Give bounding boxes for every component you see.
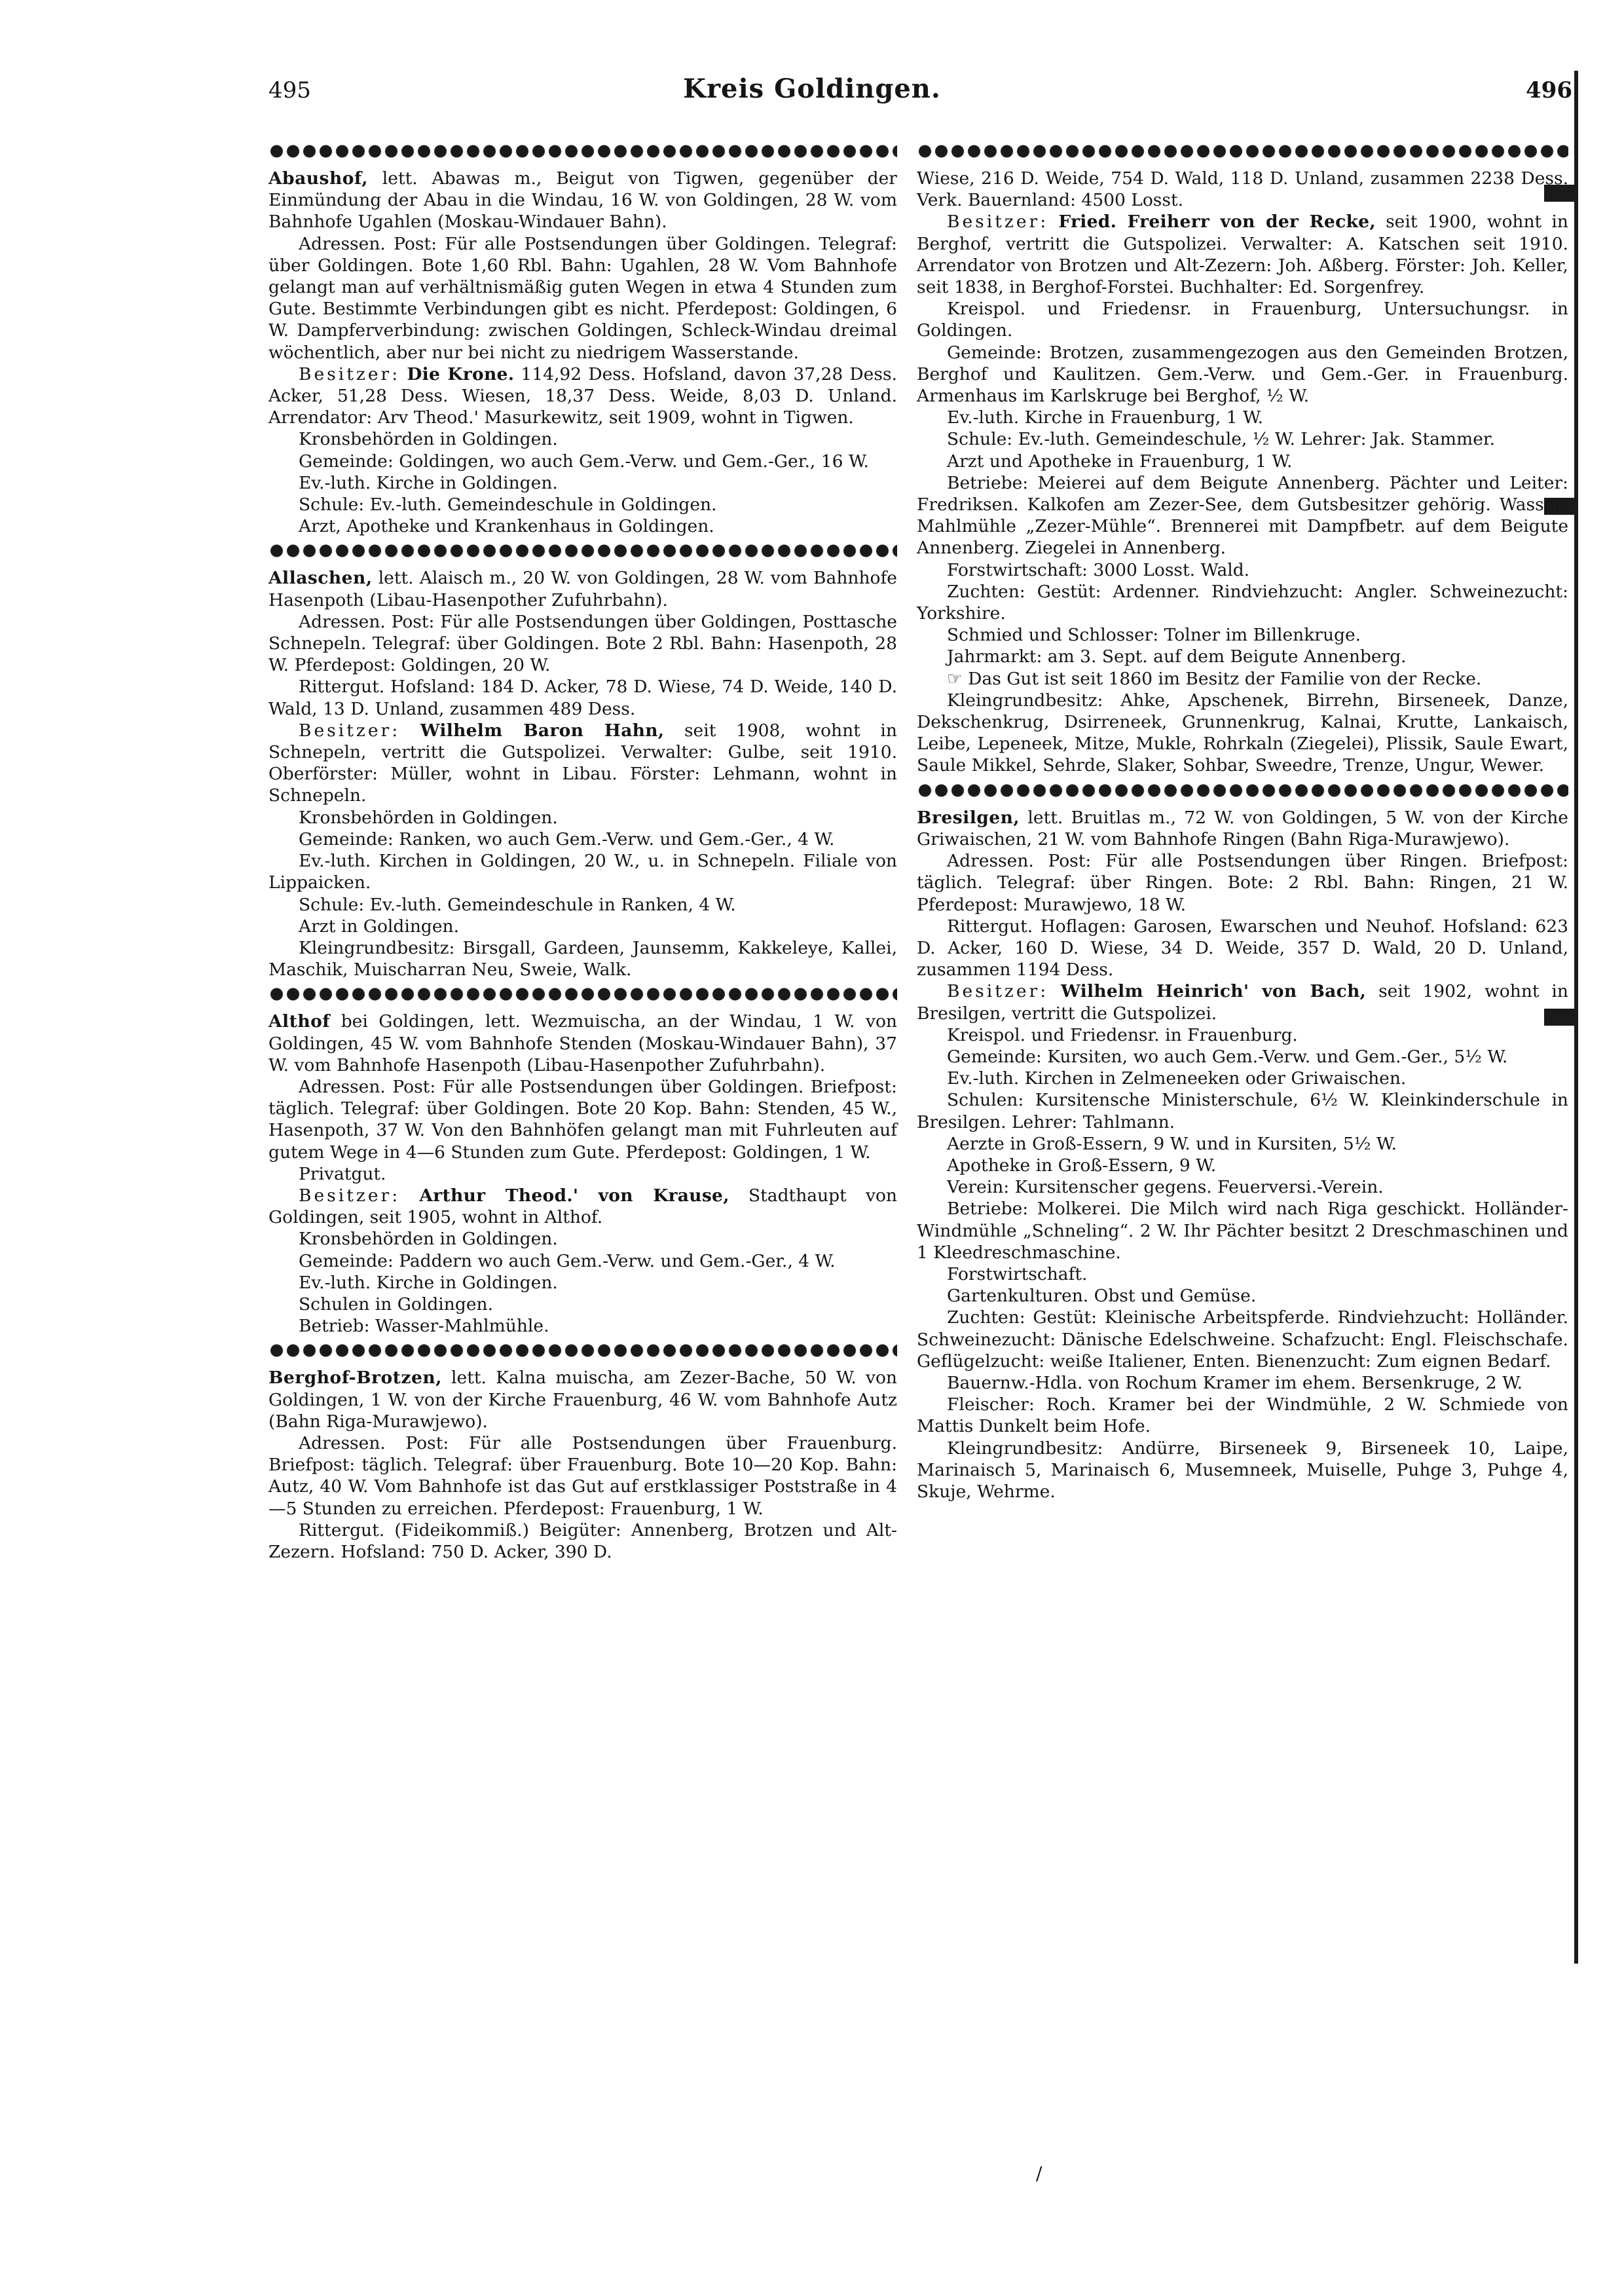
entry-line: Gemeinde: Goldingen, wo auch Gem.-Verw. und Gem.-Ger., 16 W.	[299, 451, 869, 472]
owner-name: Wilhelm Heinrich' von Bach,	[1061, 981, 1367, 1002]
ornament-divider	[917, 781, 1568, 800]
entry-line: Ev.-luth. Kirche in Goldingen.	[299, 1272, 558, 1293]
entry-intro: lett. Bruitlas m., 72 W. von Goldingen, 5 W. von der Kirche Griwaischen, 21 W. vom Bahnhofe Ringen (Bahn Riga-Murawjewo).	[917, 807, 1568, 849]
entry-berghof-brotzen	[268, 1367, 897, 1563]
entry-name: Althof	[268, 1011, 331, 1032]
entry-intro: lett. Kalna muischa, am Zezer-Bache, 50 W. von Goldingen, 1 W. von der Kirche Frauenburg, 46 W. vom Bahnhofe Autz (Bahn Riga-Murawjewo).	[268, 1368, 897, 1432]
entry-adressen: Adressen. Post: Für alle Postsendungen über Frauenburg. Briefpost: täglich. Telegraf: über Frauenburg. Bote 10—20 Kop. Bahn: Autz, 40 W. Vom Bahnhofe ist das Gut auf erstklassiger Poststraße in 4—5 Stunden zu erreichen. Pferdepost: Frauenburg, 1 W.	[268, 1432, 897, 1519]
entry-line: Betriebe: Meierei auf dem Beigute Annenberg. Pächter und Leiter: Fredriksen. Kalkofen am Zezer-See, dem Gutsbesitzer gehörig. Wasser-Mahlmühle „Zezer-Mühle“. Brennerei mit Dampfbetr. auf dem Beigute Annenberg. Ziegelei in Annenberg.	[917, 472, 1568, 559]
entry-allaschen	[268, 567, 897, 980]
entry-line: Gemeinde: Brotzen, zusammengezogen aus den Gemeinden Brotzen, Berghof und Kaulitzen. Gem.-Verw. und Gem.-Ger. in Frauenburg. Armenhaus im Karlskruge bei Berghof, ½ W.	[917, 342, 1568, 407]
entry-althof	[268, 1011, 897, 1337]
entry-adressen: Adressen. Post: Für alle Postsendungen über Ringen. Briefpost: täglich. Telegraf: über Ringen. Bote: 2 Rbl. Bahn: Ringen, 21 W. Pferdepost: Murawjewo, 18 W.	[917, 851, 1568, 915]
entry-line: Wiese, 216 D. Weide, 754 D. Wald, 118 D. Unland, zusammen 2238 Dess. Verk. Bauernland: 4500 Losst.	[917, 168, 1568, 211]
entry-line: Forstwirtschaft: 3000 Losst. Wald.	[947, 559, 1250, 580]
page-number-right: 496	[1526, 77, 1572, 103]
owner-name: Wilhelm Baron Hahn,	[420, 720, 665, 741]
entry-adressen: Adressen. Post: Für alle Postsendungen über Goldingen. Telegraf: über Goldingen. Bote 1,60 Rbl. Bahn: Ugahlen, 28 W. Vom Bahnhofe gelangt man auf verhältnismäßig guten Wegen in etwa 4 Stunden zum Gute. Bestimmte Verbindungen gibt es nicht. Pferdepost: Goldingen, 6 W. Dampferverbindung: zwischen Goldingen, Schleck-Windau dreimal wöchentlich, aber nur bei nicht zu niedrigem Wasserstande.	[268, 233, 897, 363]
entry-line: Kleingrundbesitz: Ahke, Apschenek, Birrehn, Birseneek, Danze, Dekschenkrug, Dsirreneek, Grunnenkrug, Kalnai, Krutte, Lankaisch, Leibe, Lepeneek, Mitze, Mukle, Rohrkaln (Ziegelei), Plissik, Saule Ewart, Saule Mikkel, Sehrde, Slaker, Sohbar, Sweedre, Trenze, Ungur, Wewer.	[917, 690, 1568, 776]
entry-abaushof	[268, 168, 897, 537]
owner-details: seit 1908, wohnt in Schnepeln, vertritt die Gutspolizei. Verwalter: Gulbe, seit 1910. Oberförster: Müller, wohnt in Libau. Förster: Lehmann, wohnt in Schnepeln.	[268, 720, 897, 806]
owner-details: Stadthaupt von Goldingen, seit 1905, wohnt in Althof.	[268, 1185, 897, 1228]
entry-line: Fleischer: Roch. Kramer bei der Windmühle, 2 W. Schmiede von Mattis Dunkelt beim Hofe.	[917, 1394, 1568, 1437]
owner-name: Fried. Freiherr von der Recke,	[1058, 212, 1376, 233]
entry-line: Rittergut. Hofsland: 184 D. Acker, 78 D. Wiese, 74 D. Weide, 140 D. Wald, 13 D. Unland, zusammen 489 Dess.	[268, 677, 897, 719]
entry-line: Zuchten: Gestüt: Kleinische Arbeitspferde. Rindviehzucht: Holländer. Schweinezucht: Dänische Edelschweine. Schafzucht: Engl. Fleischschafe. Geflügelzucht: weiße Italiener, Enten. Bienenzucht: Zum eignen Bedarf.	[917, 1307, 1568, 1371]
left-column	[268, 139, 897, 1567]
owner-details: seit 1900, wohnt in Berghof, vertritt die Gutspolizei. Verwalter: A. Katschen seit 1910. Arrendator von Brotzen und Alt-Zezern: Joh. Aßberg. Förster: Joh. Keller, seit 1838, in Berghof-Forstei. Buchhalter: Ed. Sorgenfrey.	[917, 212, 1568, 298]
entry-name: Bresilgen,	[917, 807, 1020, 828]
entry-line: Schule: Ev.-luth. Gemeindeschule in Ranken, 4 W.	[299, 894, 736, 915]
owner-details: 114,92 Dess. Hofsland, davon 37,28 Dess. Acker, 51,28 Dess. Wiesen, 18,37 Dess. Weide, 8,03 D. Unland. Arrendator: Arv Theod.' Masurkewitz, seit 1909, wohnt in Tigwen.	[268, 364, 897, 428]
entry-line: Jahrmarkt: am 3. Sept. auf dem Beigute Annenberg.	[947, 646, 1407, 667]
entry-line: Kronsbehörden in Goldingen.	[299, 1229, 558, 1250]
ornament-divider	[268, 541, 897, 561]
entry-intro: lett. Abawas m., Beigut von Tigwen, gegenüber der Einmündung der Abau in die Windau, 16 W. von Goldingen, 28 W. vom Bahnhofe Ugahlen (Moskau-Windauer Bahn).	[268, 168, 897, 233]
owner-name: Die Krone.	[407, 364, 515, 384]
entry-line: Kronsbehörden in Goldingen.	[299, 807, 558, 828]
ornament-divider	[268, 1341, 897, 1360]
entry-line: Ev.-luth. Kirche in Frauenburg, 1 W.	[947, 407, 1264, 428]
owner-label: Besitzer:	[947, 981, 1049, 1002]
entry-intro: lett. Alaisch m., 20 W. von Goldingen, 28 W. vom Bahnhofe Hasenpoth (Libau-Hasenpother Zufuhrbahn).	[268, 568, 897, 610]
entry-line: Ev.-luth. Kirchen in Zelmeneeken oder Griwaischen.	[947, 1068, 1407, 1089]
owner-details: seit 1902, wohnt in Bresilgen, vertritt die Gutspolizei.	[917, 981, 1568, 1024]
entry-line: Gemeinde: Kursiten, wo auch Gem.-Verw. und Gem.-Ger., 5½ W.	[947, 1046, 1508, 1067]
ornament-divider	[268, 984, 897, 1004]
ornament-divider	[268, 141, 897, 161]
entry-line: Gemeinde: Ranken, wo auch Gem.-Verw. und Gem.-Ger., 4 W.	[299, 829, 835, 849]
entry-bresilgen	[917, 807, 1568, 1503]
owner-label: Besitzer:	[299, 720, 401, 741]
entry-line: Apotheke in Groß-Essern, 9 W.	[947, 1155, 1217, 1176]
entry-line: Arzt, Apotheke und Krankenhaus in Goldingen.	[299, 516, 714, 537]
entry-berghof-continued	[917, 168, 1568, 777]
entry-line: Gartenkulturen. Obst und Gemüse.	[947, 1286, 1257, 1307]
entry-line: Rittergut. (Fideikommiß.) Beigüter: Annenberg, Brotzen und Alt-Zezern. Hofsland: 750 D. Acker, 390 D.	[268, 1520, 897, 1562]
entry-line: Arzt in Goldingen.	[299, 916, 460, 937]
right-column	[917, 139, 1568, 1506]
owner-label: Besitzer:	[299, 364, 401, 384]
entry-line: Kleingrundbesitz: Andürre, Birseneek 9, Birseneek 10, Laipe, Marinaisch 5, Marinaisch 6, Musemneek, Muiselle, Puhge 3, Puhge 4, Skuje, Wehrme.	[917, 1438, 1568, 1502]
entry-line: Ev.-luth. Kirche in Goldingen.	[299, 472, 558, 493]
entry-line: Kreispol. und Friedensr. in Frauenburg.	[947, 1024, 1298, 1045]
entry-name: Berghof-Brotzen,	[268, 1368, 442, 1389]
owner-name: Arthur Theod.' von Krause,	[419, 1185, 729, 1206]
entry-line: Kronsbehörden in Goldingen.	[299, 429, 558, 450]
entry-name: Abaushof,	[268, 168, 368, 189]
entry-line: Forstwirtschaft.	[947, 1263, 1088, 1284]
entry-line: Bauernw.-Hdla. von Rochum Kramer im ehem. Bersenkruge, 2 W.	[947, 1372, 1523, 1393]
page-title: Kreis Goldingen.	[683, 73, 941, 104]
entry-line: Arzt und Apotheke in Frauenburg, 1 W.	[947, 451, 1293, 472]
entry-intro: bei Goldingen, lett. Wezmuischa, an der Windau, 1 W. von Goldingen, 45 W. vom Bahnhofe Stenden (Moskau-Windauer Bahn), 37 W. vom Bahnhofe Hasenpoth (Libau-Hasenpother Zufuhrbahn).	[268, 1011, 897, 1075]
entry-line: Aerzte in Groß-Essern, 9 W. und in Kursiten, 5½ W.	[947, 1133, 1397, 1154]
entry-adressen: Adressen. Post: Für alle Postsendungen über Goldingen, Posttasche Schnepeln. Telegraf: über Goldingen. Bote 2 Rbl. Bahn: Hasenpoth, 28 W. Pferdepost: Goldingen, 20 W.	[268, 611, 897, 676]
entry-name: Allaschen,	[268, 568, 373, 589]
entry-note: ☞ Das Gut ist seit 1860 im Besitz der Familie von der Recke.	[947, 668, 1482, 689]
entry-line: Schulen in Goldingen.	[299, 1294, 493, 1315]
entry-line: Schule: Ev.-luth. Gemeindeschule in Goldingen.	[299, 494, 717, 515]
entry-line: Verein: Kursitenscher gegens. Feuerversi.-Verein.	[947, 1177, 1384, 1198]
entry-line: Ev.-luth. Kirchen in Goldingen, 20 W., u. in Schnepeln. Filiale von Lippaicken.	[268, 851, 897, 893]
entry-adressen: Adressen. Post: Für alle Postsendungen über Goldingen. Briefpost: täglich. Telegraf: über Goldingen. Bote 20 Kop. Bahn: Stenden, 45 W., Hasenpoth, 37 W. Von den Bahnhöfen gelangt man mit Fuhrleuten auf gutem Wege in 4—6 Stunden zum Gute. Pferdepost: Goldingen, 1 W.	[268, 1076, 897, 1163]
entry-line: Zuchten: Gestüt: Ardenner. Rindviehzucht: Angler. Schweinezucht: Yorkshire.	[917, 581, 1568, 624]
owner-label: Besitzer:	[299, 1185, 401, 1206]
page-number-left: 495	[268, 77, 311, 103]
entry-line: Kleingrundbesitz: Birsgall, Gardeen, Jaunsemm, Kakkeleye, Kallei, Maschik, Muischarran Neu, Sweie, Walk.	[268, 937, 897, 980]
entry-line: Rittergut. Hoflagen: Garosen, Ewarschen und Neuhof. Hofsland: 623 D. Acker, 160 D. Wiese, 34 D. Weide, 357 D. Wald, 20 D. Unland, zusammen 1194 Dess.	[917, 916, 1568, 980]
entry-line: Schule: Ev.-luth. Gemeindeschule, ½ W. Lehrer: Jak. Stammer.	[947, 429, 1496, 450]
stray-mark: /	[1036, 2163, 1043, 2184]
entry-line: Betrieb: Wasser-Mahlmühle.	[299, 1316, 549, 1337]
entry-line: Kreispol. und Friedensr. in Frauenburg, Untersuchungsr. in Goldingen.	[917, 299, 1568, 341]
entry-line: Privatgut.	[299, 1163, 386, 1184]
entry-line: Schulen: Kursitensche Ministerschule, 6½ W. Kleinkinderschule in Bresilgen. Lehrer: Tahlmann.	[917, 1090, 1568, 1132]
entry-line: Betriebe: Molkerei. Die Milch wird nach Riga geschickt. Holländer-Windmühle „Schneling“. 2 W. Ihr Pächter besitzt 2 Dreschmaschinen und 1 Kleedreschmaschine.	[917, 1199, 1568, 1263]
entry-line: Gemeinde: Paddern wo auch Gem.-Verw. und Gem.-Ger., 4 W.	[299, 1250, 836, 1271]
owner-label: Besitzer:	[947, 212, 1049, 233]
ornament-divider	[917, 141, 1568, 161]
entry-line: Schmied und Schlosser: Tolner im Billenkruge.	[947, 625, 1361, 646]
